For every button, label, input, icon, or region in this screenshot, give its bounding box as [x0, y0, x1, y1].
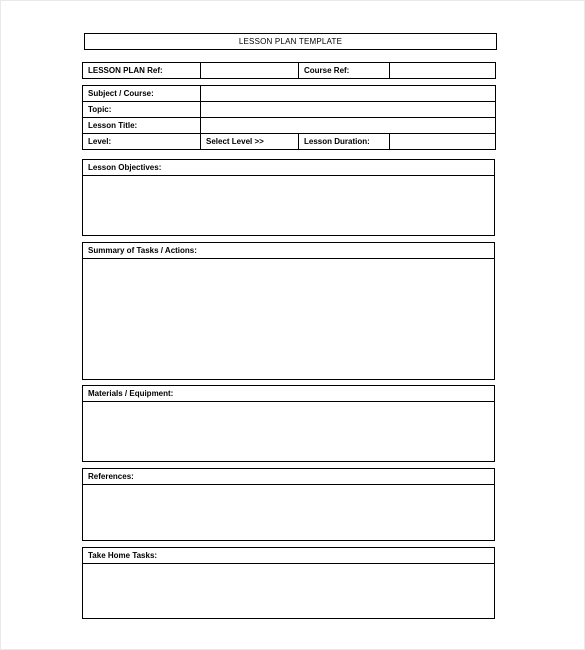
- topic-label: Topic:: [83, 102, 201, 118]
- subject-row: [83, 86, 496, 102]
- topic-row: [83, 102, 496, 118]
- lesson-objectives-heading: Lesson Objectives:: [83, 160, 494, 176]
- tasks-section: [82, 242, 495, 380]
- tasks-field[interactable]: [83, 259, 494, 379]
- course-ref-label: Course Ref:: [299, 63, 390, 79]
- subject-label: Subject / Course:: [83, 86, 201, 102]
- lesson-plan-ref-field[interactable]: [201, 63, 299, 79]
- references-section: [82, 468, 495, 541]
- materials-field[interactable]: [83, 402, 494, 461]
- level-select[interactable]: Select Level >>: [201, 134, 299, 150]
- topic-field[interactable]: [201, 102, 496, 118]
- materials-section: [82, 385, 495, 462]
- take-home-tasks-heading: Take Home Tasks:: [83, 548, 494, 564]
- subject-field[interactable]: [201, 86, 496, 102]
- take-home-tasks-section: [82, 547, 495, 619]
- references-field[interactable]: [83, 485, 494, 540]
- lesson-objectives-field[interactable]: [83, 176, 494, 235]
- lesson-duration-label: Lesson Duration:: [299, 134, 390, 150]
- lesson-info-table: [82, 85, 496, 150]
- take-home-tasks-field[interactable]: [83, 564, 494, 618]
- level-row: [83, 134, 496, 150]
- page-title: LESSON PLAN TEMPLATE: [84, 33, 497, 50]
- lesson-title-row: [83, 118, 496, 134]
- lesson-duration-field[interactable]: [390, 134, 496, 150]
- materials-heading: Materials / Equipment:: [83, 386, 494, 402]
- lesson-title-field[interactable]: [201, 118, 496, 134]
- level-label: Level:: [83, 134, 201, 150]
- course-ref-field[interactable]: [390, 63, 496, 79]
- reference-row: [83, 63, 496, 79]
- tasks-heading: Summary of Tasks / Actions:: [83, 243, 494, 259]
- lesson-plan-ref-label: LESSON PLAN Ref:: [83, 63, 201, 79]
- references-heading: References:: [83, 469, 494, 485]
- reference-table: [82, 62, 496, 79]
- lesson-objectives-section: [82, 159, 495, 236]
- lesson-title-label: Lesson Title:: [83, 118, 201, 134]
